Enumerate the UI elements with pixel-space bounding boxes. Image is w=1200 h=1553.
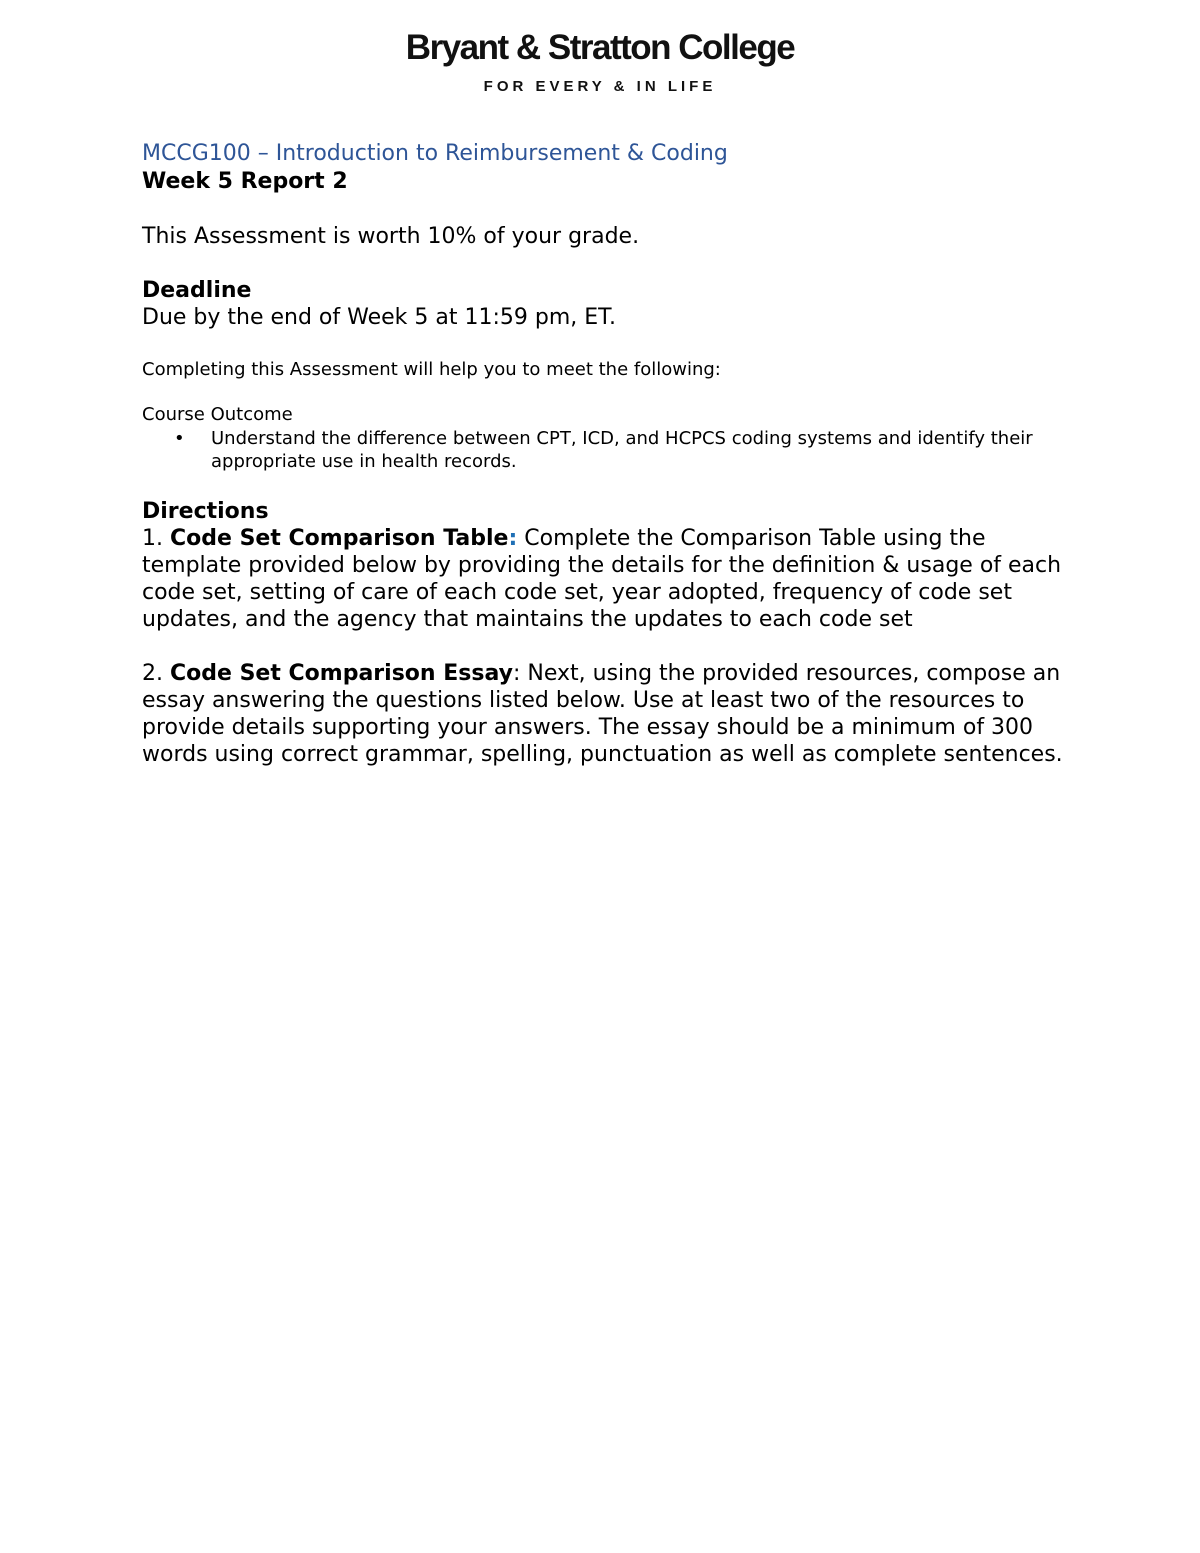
assessment-worth: This Assessment is worth 10% of your grade. — [142, 224, 640, 249]
course-outcome-text: Understand the difference between CPT, ICD, and HCPCS coding systems and identify their appropriate use in health records. — [211, 428, 1033, 472]
direction-step-2 — [142, 660, 1072, 768]
deadline-text: Due by the end of Week 5 at 11:59 pm, ET. — [142, 305, 616, 330]
step-2-colon: : — [512, 661, 521, 686]
course-title: MCCG100 – Introduction to Reimbursement & Coding — [142, 141, 728, 166]
direction-step-1 — [142, 525, 1072, 633]
assessment-intro: Completing this Assessment will help you to meet the following: — [142, 359, 721, 380]
step-2-title: Code Set Comparison Essay — [170, 661, 513, 686]
list-item — [174, 427, 1072, 473]
course-outcome-list — [142, 427, 1072, 473]
step-1-colon: : — [508, 526, 518, 551]
step-1-title: Code Set Comparison Table — [170, 526, 509, 551]
bullet-icon: • — [174, 428, 185, 449]
college-tagline: FOR EVERY & IN LIFE — [483, 78, 717, 95]
step-2-number: 2. — [142, 661, 163, 686]
step-1-text: Complete the Comparison Table using the template provided below by providing the details for the definition & usage of each code set, setting of care of each code set, year adopted, frequency of code set updates, and the agency that maintains the updates to each code set — [142, 526, 1062, 632]
deadline-heading: Deadline — [142, 278, 252, 303]
college-logo — [0, 28, 1200, 96]
course-outcome-heading: Course Outcome — [142, 404, 293, 425]
document-body — [142, 140, 1072, 768]
step-1-number: 1. — [142, 526, 163, 551]
step-2-text: Next, using the provided resources, compose an essay answering the questions listed below. Use at least two of the resources to provide details supporting your answers. The essay should be a minimum of 300 words using correct grammar, spelling, punctuation as well as complete sentences. — [142, 661, 1063, 767]
college-name: Bryant & Stratton College — [405, 28, 795, 67]
report-title: Week 5 Report 2 — [142, 169, 348, 194]
directions-heading: Directions — [142, 499, 269, 524]
